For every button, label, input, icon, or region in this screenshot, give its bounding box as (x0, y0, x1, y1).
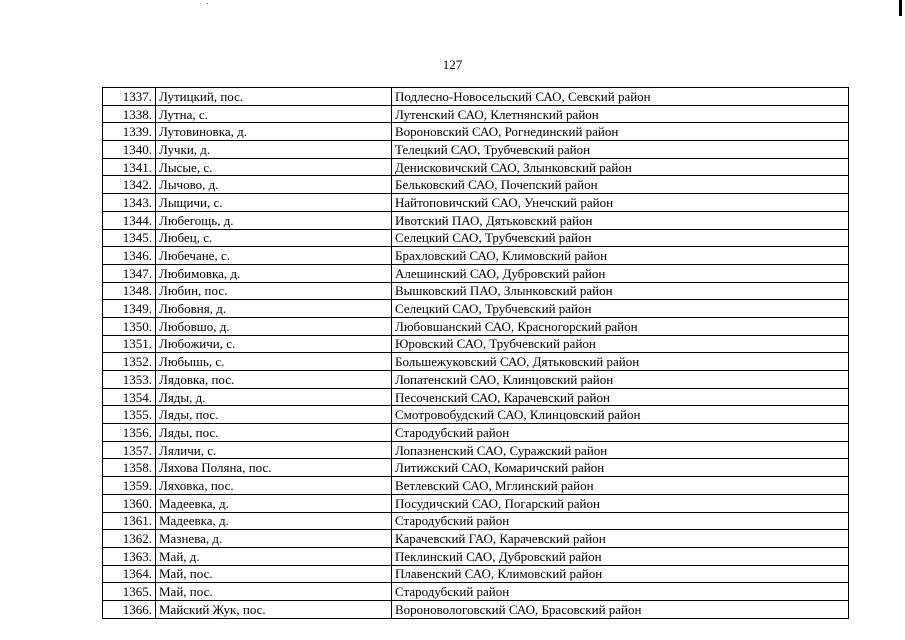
administration-district-cell: Селецкий САО, Трубчевский район (392, 229, 849, 247)
row-number-cell: 1362. (103, 530, 156, 548)
table-row (103, 264, 849, 282)
settlement-name-cell: Мадеевка, д. (156, 494, 392, 512)
table-row (103, 406, 849, 424)
page-number: 127 (442, 57, 463, 72)
row-number-cell: 1356. (103, 424, 156, 442)
administration-district-cell: Ветлевский САО, Мглинский район (392, 477, 849, 495)
table-row (103, 194, 849, 212)
administration-district-cell: Подлесно-Новосельский САО, Севский район (392, 88, 849, 106)
row-number-cell: 1348. (103, 282, 156, 300)
administration-district-cell: Бельковский САО, Почепский район (392, 176, 849, 194)
row-number-cell: 1359. (103, 477, 156, 495)
administration-district-cell: Песоченский САО, Карачевский район (392, 388, 849, 406)
administration-district-cell: Пеклинский САО, Дубровский район (392, 547, 849, 565)
settlement-name-cell: Любовня, д. (156, 300, 392, 318)
table-row (103, 565, 849, 583)
administration-district-cell: Денисковичский САО, Злынковский район (392, 158, 849, 176)
settlement-name-cell: Любожичи, с. (156, 335, 392, 353)
table-row (103, 530, 849, 548)
table-row (103, 424, 849, 442)
settlement-name-cell: Ляличи, с. (156, 441, 392, 459)
settlement-name-cell: Мадеевка, д. (156, 512, 392, 530)
table-row (103, 583, 849, 601)
table-row (103, 547, 849, 565)
row-number-cell: 1361. (103, 512, 156, 530)
administration-district-cell: Найтоповичский САО, Унечский район (392, 194, 849, 212)
administration-district-cell: Лопазненский САО, Суражский район (392, 441, 849, 459)
table-row (103, 176, 849, 194)
administration-district-cell: Стародубский район (392, 583, 849, 601)
settlement-name-cell: Любегощь, д. (156, 211, 392, 229)
settlement-name-cell: Ляховка, пос. (156, 477, 392, 495)
row-number-cell: 1360. (103, 494, 156, 512)
settlements-table (102, 87, 849, 619)
table-row (103, 282, 849, 300)
administration-district-cell: Юровский САО, Трубчевский район (392, 335, 849, 353)
settlement-name-cell: Май, д. (156, 547, 392, 565)
row-number-cell: 1366. (103, 600, 156, 618)
settlement-name-cell: Лысые, с. (156, 158, 392, 176)
administration-district-cell: Стародубский район (392, 424, 849, 442)
settlement-name-cell: Лычово, д. (156, 176, 392, 194)
row-number-cell: 1345. (103, 229, 156, 247)
settlement-name-cell: Лыщичи, с. (156, 194, 392, 212)
row-number-cell: 1342. (103, 176, 156, 194)
row-number-cell: 1358. (103, 459, 156, 477)
administration-district-cell: Ивотский ПАО, Дятьковский район (392, 211, 849, 229)
settlement-name-cell: Любимовка, д. (156, 264, 392, 282)
row-number-cell: 1352. (103, 353, 156, 371)
table-row (103, 388, 849, 406)
row-number-cell: 1349. (103, 300, 156, 318)
row-number-cell: 1346. (103, 247, 156, 265)
administration-district-cell: Вышковский ПАО, Злынковский район (392, 282, 849, 300)
row-number-cell: 1338. (103, 105, 156, 123)
administration-district-cell: Любовшанский САО, Красногорский район (392, 317, 849, 335)
settlement-name-cell: Май, пос. (156, 583, 392, 601)
settlement-name-cell: Лутицкий, пос. (156, 88, 392, 106)
row-number-cell: 1363. (103, 547, 156, 565)
table-row (103, 229, 849, 247)
row-number-cell: 1351. (103, 335, 156, 353)
settlement-name-cell: Лутовиновка, д. (156, 123, 392, 141)
table-row (103, 371, 849, 389)
settlement-name-cell: Ляды, пос. (156, 424, 392, 442)
table-row (103, 141, 849, 159)
row-number-cell: 1340. (103, 141, 156, 159)
settlement-name-cell: Любовшо, д. (156, 317, 392, 335)
settlement-name-cell: Май, пос. (156, 565, 392, 583)
settlement-name-cell: Любышь, с. (156, 353, 392, 371)
table-row (103, 353, 849, 371)
table-row (103, 441, 849, 459)
administration-district-cell: Стародубский район (392, 512, 849, 530)
table-row (103, 477, 849, 495)
page-edge-mark (899, 0, 902, 16)
table-row (103, 158, 849, 176)
settlement-name-cell: Лучки, д. (156, 141, 392, 159)
table-row (103, 600, 849, 618)
table-row (103, 512, 849, 530)
administration-district-cell: Лутенский САО, Клетнянский район (392, 105, 849, 123)
administration-district-cell: Большежуковский САО, Дятьковский район (392, 353, 849, 371)
table-row (103, 247, 849, 265)
row-number-cell: 1343. (103, 194, 156, 212)
administration-district-cell: Посудичский САО, Погарский район (392, 494, 849, 512)
settlement-name-cell: Ляды, пос. (156, 406, 392, 424)
administration-district-cell: Телецкий САО, Трубчевский район (392, 141, 849, 159)
table-row (103, 317, 849, 335)
table-row (103, 300, 849, 318)
table-row (103, 123, 849, 141)
table-row (103, 459, 849, 477)
settlement-name-cell: Любец, с. (156, 229, 392, 247)
row-number-cell: 1365. (103, 583, 156, 601)
row-number-cell: 1354. (103, 388, 156, 406)
settlement-name-cell: Любин, пос. (156, 282, 392, 300)
settlement-name-cell: Ляды, д. (156, 388, 392, 406)
row-number-cell: 1344. (103, 211, 156, 229)
table-row (103, 335, 849, 353)
row-number-cell: 1350. (103, 317, 156, 335)
table-row (103, 88, 849, 106)
row-number-cell: 1341. (103, 158, 156, 176)
settlement-name-cell: Любечане, с. (156, 247, 392, 265)
row-number-cell: 1353. (103, 371, 156, 389)
scan-speck (207, 3, 208, 4)
administration-district-cell: Вороновологовский САО, Брасовский район (392, 600, 849, 618)
settlement-name-cell: Лядовка, пос. (156, 371, 392, 389)
row-number-cell: 1364. (103, 565, 156, 583)
administration-district-cell: Литижский САО, Комаричский район (392, 459, 849, 477)
administration-district-cell: Карачевский ГАО, Карачевский район (392, 530, 849, 548)
administration-district-cell: Алешинский САО, Дубровский район (392, 264, 849, 282)
administration-district-cell: Вороновский САО, Рогнединский район (392, 123, 849, 141)
settlement-name-cell: Мазнева, д. (156, 530, 392, 548)
administration-district-cell: Плавенский САО, Климовский район (392, 565, 849, 583)
administration-district-cell: Селецкий САО, Трубчевский район (392, 300, 849, 318)
settlement-name-cell: Ляхова Поляна, пос. (156, 459, 392, 477)
settlements-table-body (103, 88, 849, 619)
settlement-name-cell: Лутна, с. (156, 105, 392, 123)
administration-district-cell: Смотровобудский САО, Клинцовский район (392, 406, 849, 424)
table-row (103, 211, 849, 229)
settlement-name-cell: Майский Жук, пос. (156, 600, 392, 618)
row-number-cell: 1339. (103, 123, 156, 141)
row-number-cell: 1357. (103, 441, 156, 459)
row-number-cell: 1337. (103, 88, 156, 106)
row-number-cell: 1347. (103, 264, 156, 282)
administration-district-cell: Лопатенский САО, Клинцовский район (392, 371, 849, 389)
administration-district-cell: Брахловский САО, Климовский район (392, 247, 849, 265)
table-row (103, 105, 849, 123)
table-row (103, 494, 849, 512)
row-number-cell: 1355. (103, 406, 156, 424)
